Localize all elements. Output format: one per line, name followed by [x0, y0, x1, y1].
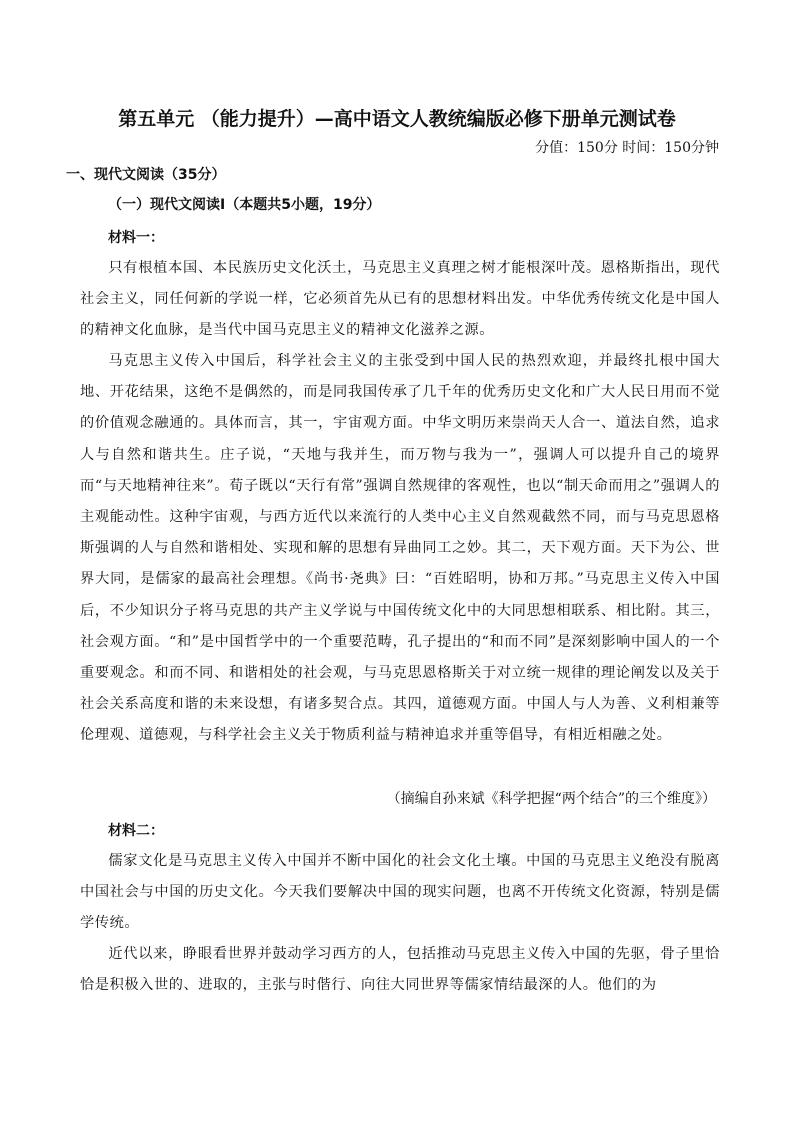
material-one-source: （摘编自孙来斌《科学把握“两个结合”的三个维度》）: [386, 791, 716, 807]
score-time-info: 分值：150分 时间：150分钟: [535, 140, 719, 156]
document-title: 第五单元 （能力提升）—高中语文人教统编版必修下册单元测试卷: [118, 108, 676, 130]
material-one-paragraph: 只有根植本国、本民族历史文化沃土，马克思主义真理之树才能根深叶茂。恩格斯指出，现代社会主义，同任何新的学说一样，它必须首先从已有的思想材料出发。中华优秀传统文化是中国人的精神文化血脉，是当代中国马克思主义的精神文化滋养之源。: [80, 260, 720, 339]
material-one-paragraph: 马克思主义传入中国后，科学社会主义的主张受到中国人民的热烈欢迎，并最终扎根中国大地、开花结果，这绝不是偶然的，而是同我国传承了几千年的优秀历史文化和广大人民日用而不觉的价值观念融通的。具体而言，其一，宇宙观方面。中华文明历来崇尚天人合一、道法自然，追求人与自然和谐共生。庄子说，“天地与我并生，而万物与我为一”，强调人可以提升自己的境界而“与天地精神往来”。荀子既以“天行有常”强调自然规律的客观性，也以“制天命而用之”强调人的主观能动性。这种宇宙观，与西方近代以来流行的人类中心主义自然观截然不同，而与马克思恩格斯强调的人与自然和谐相处、实现和解的思想有异曲同工之妙。其二，天下观方面。天下为公、世界大同，是儒家的最高社会理想。《尚书·尧典》曰：“百姓昭明，协和万邦。”马克思主义传入中国后，不少知识分子将马克思的共产主义学说与中国传统文化中的大同思想相联系、相比附。其三，社会观方面。“和”是中国哲学中的一个重要范畴，孔子提出的“和而不同”是深刻影响中国人的一个重要观念。和而不同、和谐相处的社会观，与马克思恩格斯关于对立统一规律的理论阐发以及关于社会关系高度和谐的未来设想，有诸多契合点。其四，道德观方面。中国人与人为善、义利相兼等伦理观、道德观，与科学社会主义关于物质利益与精神追求并重等倡导，有相近相融之处。: [80, 353, 720, 744]
material-two-paragraph: 儒家文化是马克思主义传入中国并不断中国化的社会文化土壤。中国的马克思主义绝没有脱离中国社会与中国的历史文化。今天我们要解决中国的现实问题，也离不开传统文化资源，特别是儒学传统。: [80, 853, 720, 932]
section-heading: 一、现代文阅读（35分）: [66, 167, 226, 183]
material-one-label: 材料一：: [108, 230, 164, 246]
material-two-label: 材料二：: [108, 823, 164, 839]
material-two-paragraph: 近代以来，睁眼看世界并鼓动学习西方的人，包括推动马克思主义传入中国的先驱，骨子里恰恰是积极入世的、进取的，主张与时偕行、向往大同世界等儒家情结最深的人。他们的为: [80, 946, 720, 994]
subsection-heading: （一）现代文阅读Ⅰ（本题共5小题，19分）: [108, 197, 381, 213]
